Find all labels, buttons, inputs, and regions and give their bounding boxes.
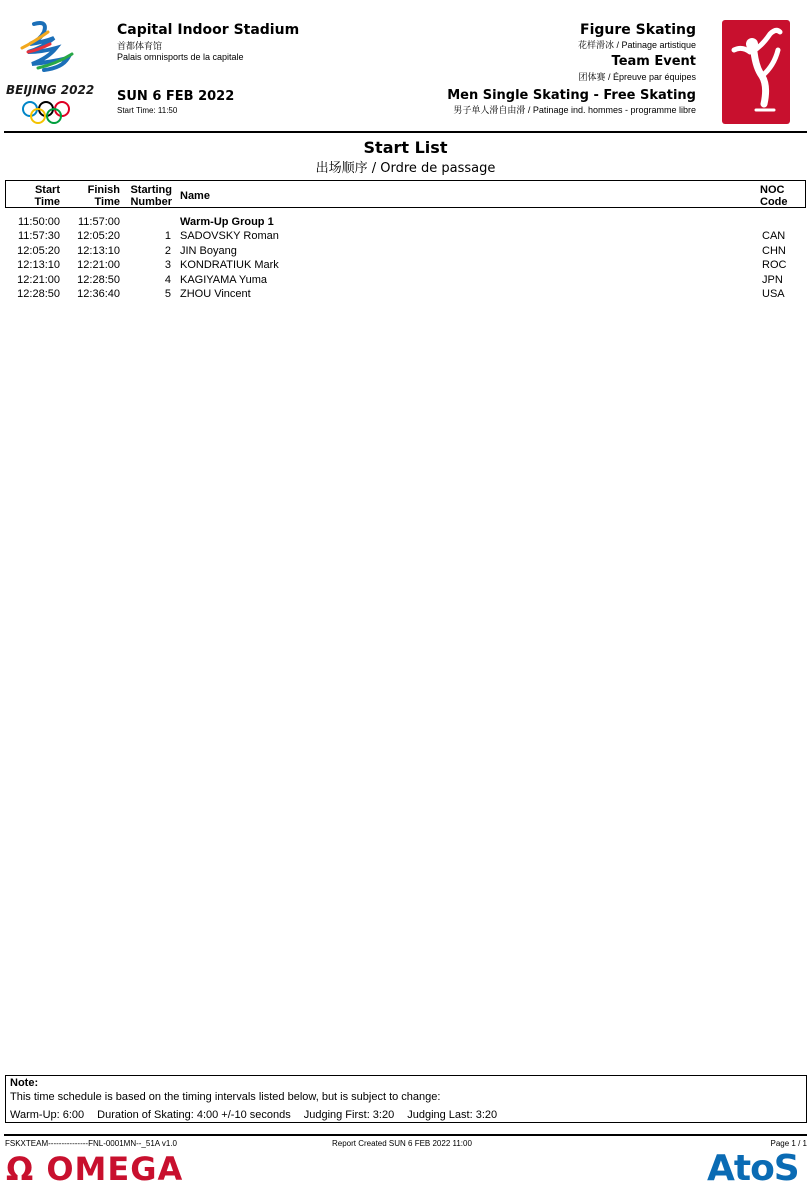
table-row — [0, 288, 811, 302]
athlete-name-cell: SADOVSKY Roman — [180, 230, 279, 242]
atos-logo: AtoS — [707, 1148, 799, 1189]
athlete-name-cell: JIN Boyang — [180, 244, 237, 257]
phase-name: Men Single Skating - Free Skating — [447, 88, 696, 103]
logo-text: BEIJING 2022 — [6, 83, 95, 97]
noc-code-cell: CAN — [762, 230, 786, 242]
column-header-noc-code: NOC Code — [760, 184, 788, 208]
column-header-start-time: Start Time — [34, 184, 60, 208]
noc-code-cell: USA — [762, 288, 785, 300]
start-time-cell: 11:57:30 — [17, 230, 60, 242]
document-subtitle: 出场顺序 / Ordre de passage — [315, 161, 496, 176]
table-row — [0, 274, 811, 288]
start-time-cell: 12:28:50 — [17, 288, 60, 300]
group-start-time: 11:50:00 — [17, 216, 60, 228]
footer-divider — [4, 1134, 807, 1136]
athlete-name-cell: ZHOU Vincent — [180, 288, 251, 300]
finish-time-cell: 12:28:50 — [77, 273, 120, 286]
venue-name-chinese: 首都体育馆 — [117, 41, 163, 51]
header-divider — [4, 131, 807, 133]
beijing-2022-logo — [4, 18, 96, 126]
phase-subtitle: 男子单人滑自由滑 / Patinage ind. hommes - programme libre — [453, 105, 696, 115]
finish-time-cell: 12:36:40 — [77, 288, 120, 300]
starting-number-cell: 1 — [164, 230, 171, 242]
starting-number-cell: 2 — [164, 244, 171, 257]
report-code: FSKXTEAM---------------FNL-0001MN--_51A v1.0 — [5, 1139, 178, 1148]
report-created: Report Created SUN 6 FEB 2022 11:00 — [332, 1139, 472, 1148]
starting-number-cell: 4 — [164, 273, 171, 286]
athlete-name-cell: KONDRATIUK Mark — [180, 259, 279, 271]
table-row — [0, 230, 811, 244]
finish-time-cell: 12:05:20 — [77, 230, 120, 242]
column-header-starting-number: Starting Number — [130, 184, 172, 208]
column-header-finish-time: Finish Time — [87, 184, 120, 208]
finish-time-cell: 12:21:00 — [77, 259, 120, 271]
athlete-name-cell: KAGIYAMA Yuma — [180, 273, 268, 286]
noc-code-cell: JPN — [762, 273, 783, 286]
discipline-name: Figure Skating — [580, 22, 696, 38]
note-label: Note: — [10, 1077, 39, 1089]
start-time-cell: 12:21:00 — [17, 273, 60, 286]
table-row — [0, 245, 811, 259]
starting-number-cell: 5 — [164, 288, 171, 300]
discipline-subtitle: 花样滑冰 / Patinage artistique — [577, 40, 696, 50]
judging-last: Judging Last: 3:20 — [407, 1109, 498, 1121]
venue-name-french: Palais omnisports de la capitale — [117, 52, 244, 62]
note-text: This time schedule is based on the timing intervals listed below, but is subject to change: — [10, 1091, 441, 1103]
event-name: Team Event — [611, 54, 696, 69]
warmup-group-row — [0, 216, 811, 230]
noc-code-cell: ROC — [762, 259, 787, 271]
figure-skating-pictogram-icon — [722, 20, 790, 124]
omega-logo: Ω OMEGA — [6, 1150, 184, 1188]
event-subtitle: 团体赛 / Épreuve par équipes — [578, 72, 696, 82]
group-label: Warm-Up Group 1 — [180, 216, 274, 228]
skating-duration: Duration of Skating: 4:00 +/-10 seconds — [97, 1109, 291, 1121]
start-time-cell: 12:13:10 — [17, 259, 60, 271]
venue-name: Capital Indoor Stadium — [117, 22, 300, 38]
table-row — [0, 259, 811, 273]
start-time-cell: 12:05:20 — [17, 244, 60, 257]
timing-intervals — [10, 1109, 510, 1121]
warmup-interval: Warm-Up: 6:00 — [10, 1109, 85, 1121]
noc-code-cell: CHN — [762, 244, 786, 257]
group-finish-time: 11:57:00 — [77, 216, 120, 228]
judging-first: Judging First: 3:20 — [303, 1109, 395, 1121]
document-title: Start List — [363, 138, 448, 157]
event-date: SUN 6 FEB 2022 — [117, 89, 235, 104]
starting-number-cell: 3 — [164, 259, 171, 271]
column-header-name: Name — [180, 190, 210, 202]
finish-time-cell: 12:13:10 — [77, 244, 120, 257]
page-number: Page 1 / 1 — [770, 1139, 807, 1148]
start-time: Start Time: 11:50 — [117, 106, 178, 115]
